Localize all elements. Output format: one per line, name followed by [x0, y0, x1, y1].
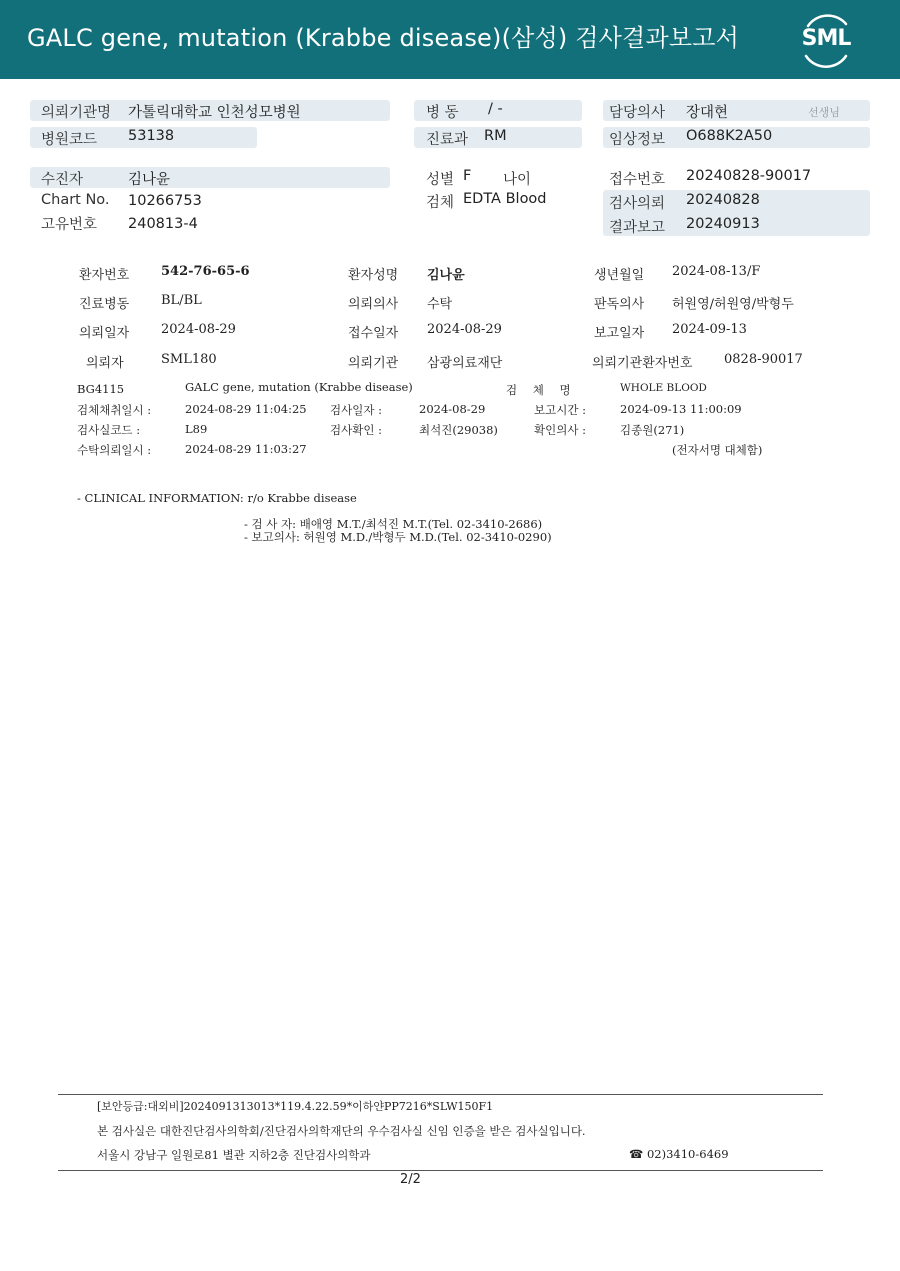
- confirm-doc-value: 김종원(271): [620, 423, 685, 437]
- lab-code-label: 검사실코드 :: [77, 423, 141, 437]
- age-label: 나이: [503, 172, 532, 188]
- cert-line: 본 검사실은 대한진단검사의학회/진단검사의학재단의 우수검사실 신임 인증을 받은 검사실입니다.: [97, 1124, 586, 1138]
- test-req-value: 20240828: [686, 192, 760, 208]
- test-date-value: 2024-08-29: [419, 402, 486, 416]
- r-ward-label: 진료병동: [79, 297, 130, 312]
- receipt-value: 20240828-90017: [686, 168, 812, 184]
- consign-value: 2024-08-29 11:03:27: [185, 442, 307, 456]
- req-inst-label: 의뢰기관명: [41, 105, 112, 121]
- req-inst-value: 가톨릭대학교 인천성모병원: [128, 105, 301, 121]
- recv-date-label: 접수일자: [348, 326, 399, 341]
- consign-label: 수탁의뢰일시 :: [77, 443, 152, 457]
- unique-label: 고유번호: [41, 217, 98, 233]
- patient-name-label: 환자성명: [348, 268, 399, 283]
- clinical-label: 임상정보: [609, 132, 666, 148]
- ward-value: / -: [488, 101, 503, 117]
- dept-label: 진료과: [426, 132, 469, 148]
- report-title: GALC gene, mutation (Krabbe disease)(삼성) 검사결과보고서: [27, 24, 739, 52]
- report-date-label: 보고일자: [594, 326, 645, 341]
- tester-line: - 검 사 자: 배애영 M.T./최석진 M.T.(Tel. 02-3410-2686): [244, 517, 543, 531]
- report-date: 2024-09-13: [672, 322, 747, 337]
- page-number: 2/2: [400, 1172, 421, 1187]
- req-date-label: 의뢰일자: [79, 326, 130, 341]
- patient-name: 김나윤: [427, 268, 465, 283]
- req-date: 2024-08-29: [161, 322, 236, 337]
- hosp-code-value: 53138: [128, 128, 175, 144]
- address-line: 서울시 강남구 일원로81 별관 지하2층 진단검사의학과: [97, 1148, 371, 1162]
- reader-label: 판독의사: [594, 297, 645, 312]
- birth-label: 생년월일: [594, 268, 645, 283]
- reader: 허원영/허원영/박형두: [672, 297, 794, 312]
- doctor-label: 담당의사: [609, 105, 666, 121]
- clinical-information: - CLINICAL INFORMATION: r/o Krabbe disease: [77, 491, 357, 505]
- test-date-label: 검사일자 :: [330, 403, 382, 417]
- confirm-doc-label: 확인의사 :: [534, 423, 586, 437]
- footer-bottom-rule: [58, 1170, 823, 1171]
- phone-number: 02)3410-6469: [646, 1147, 729, 1161]
- inst-pt-no-label: 의뢰기관환자번호: [592, 356, 693, 371]
- chart-value: 10266753: [128, 193, 202, 209]
- ward-label: 병 동: [426, 105, 459, 121]
- patient-value: 김나윤: [128, 172, 171, 188]
- test-specimen-label: 검 체 명: [506, 383, 577, 397]
- test-name: GALC gene, mutation (Krabbe disease): [185, 380, 413, 394]
- unique-value: 240813-4: [128, 216, 198, 232]
- result-label: 결과보고: [609, 220, 666, 236]
- lab-code-value: L89: [185, 422, 208, 436]
- specimen-value: EDTA Blood: [463, 191, 547, 207]
- hosp-code-label: 병원코드: [41, 132, 98, 148]
- report-header: [0, 0, 900, 79]
- doctor-value: 장대현: [686, 105, 729, 121]
- patient-label: 수진자: [41, 172, 84, 188]
- patient-no-label: 환자번호: [79, 268, 130, 283]
- inst-pt-no: 0828-90017: [724, 352, 803, 367]
- logo-text: SML: [801, 26, 851, 51]
- r-req-inst-label: 의뢰기관: [348, 356, 399, 371]
- chart-label: Chart No.: [41, 192, 110, 208]
- result-value: 20240913: [686, 216, 760, 232]
- patient-no: 542-76-65-6: [161, 264, 250, 279]
- req-doc: 수탁: [427, 297, 453, 312]
- test-specimen: WHOLE BLOOD: [620, 382, 707, 394]
- telephone-icon: ☎: [629, 1147, 644, 1161]
- dept-value: RM: [484, 128, 507, 144]
- r-req-inst: 삼광의료재단: [427, 356, 503, 371]
- confirm-value: 최석진(29038): [419, 423, 498, 437]
- patient-row: [30, 167, 390, 188]
- footer-top-rule: [58, 1094, 823, 1095]
- clinical-value: O688K2A50: [686, 128, 773, 144]
- collect-value: 2024-08-29 11:04:25: [185, 402, 307, 416]
- requester: SML180: [161, 352, 217, 367]
- r-ward: BL/BL: [161, 293, 202, 308]
- doctor-suffix: 선생님: [808, 106, 840, 119]
- receipt-label: 접수번호: [609, 172, 666, 188]
- sex-value: F: [463, 168, 472, 184]
- test-req-label: 검사의뢰: [609, 196, 666, 212]
- test-code: BG4115: [77, 382, 125, 396]
- esign-note: (전자서명 대체함): [672, 443, 763, 457]
- security-line: [보안등급:대외비]2024091313013*119.4.22.59*이하얀PP7216*SLW150F1: [97, 1100, 494, 1113]
- confirm-label: 검사확인 :: [330, 423, 382, 437]
- sex-label: 성별: [426, 172, 455, 188]
- specimen-label: 검체: [426, 195, 455, 211]
- report-time-value: 2024-09-13 11:00:09: [620, 402, 742, 416]
- report-time-label: 보고시간 :: [534, 403, 586, 417]
- recv-date: 2024-08-29: [427, 322, 502, 337]
- requester-label: 의뢰자: [86, 356, 124, 371]
- collect-label: 검체채취일시 :: [77, 403, 152, 417]
- reporter-line: - 보고의사: 허원영 M.D./박형두 M.D.(Tel. 02-3410-0290): [244, 530, 552, 544]
- sml-logo: [796, 12, 856, 68]
- req-doc-label: 의뢰의사: [348, 297, 399, 312]
- phone-line: [629, 1147, 729, 1161]
- birth: 2024-08-13/F: [672, 264, 761, 279]
